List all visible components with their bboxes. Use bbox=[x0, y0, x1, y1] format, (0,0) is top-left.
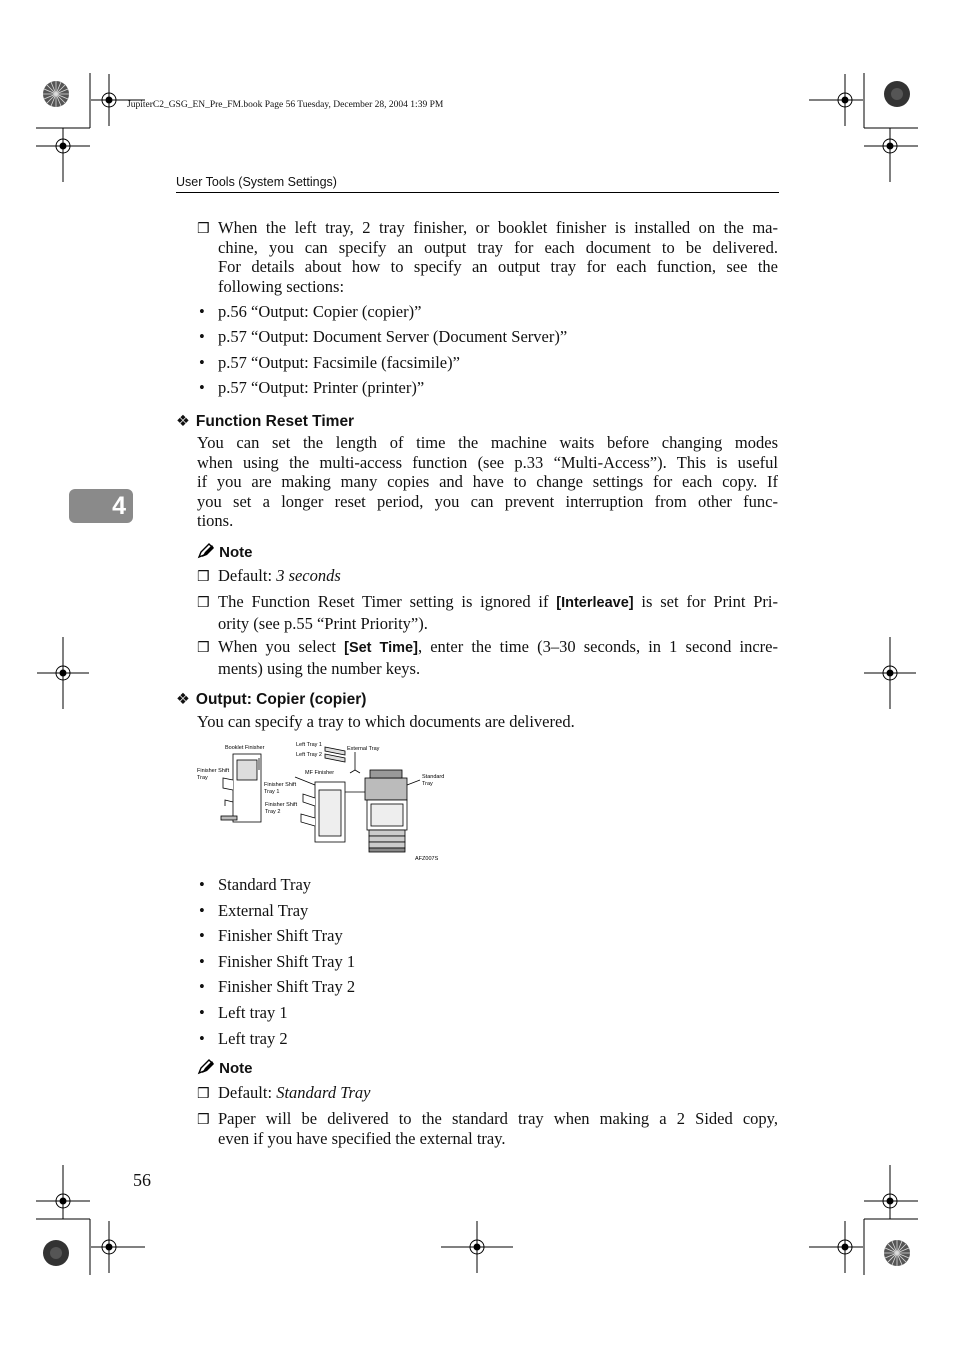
checkbox-icon: ❒ bbox=[197, 569, 210, 585]
list-item: • External Tray bbox=[199, 900, 309, 920]
list-item: • Left tray 1 bbox=[199, 1002, 288, 1022]
diamond-bullet-icon: ❖ bbox=[176, 412, 190, 430]
page-number: 56 bbox=[133, 1170, 151, 1190]
figure-label: Left Tray 1 bbox=[296, 742, 322, 748]
note-item: ❒ Default: Standard Tray bbox=[197, 1083, 778, 1103]
figure-label: MF Finisher bbox=[305, 770, 335, 776]
pencil-note-icon bbox=[197, 1059, 215, 1075]
list-item: • Left tray 2 bbox=[199, 1028, 288, 1048]
list-item: • Finisher Shift Tray 1 bbox=[199, 951, 356, 971]
function-reset-body: You can set the length of time the machine waits before changing modes when using the multi-access function (see p.33 “Multi-Access”). This is useful if you are making many copies and have to change settings for each copy. If you set a longer reset period, you can prevent interruption from other func- tions. bbox=[197, 433, 778, 530]
figure-label: Tray 1 bbox=[264, 789, 280, 795]
note-item: ❒ The Function Reset Timer setting is ignored if [Interleave] is set for Print Pri- ority (see p.55 “Print Priority”). bbox=[197, 592, 778, 633]
figure-label: Left Tray 2 bbox=[296, 752, 322, 758]
figure-label: Finisher Shift bbox=[264, 782, 297, 788]
checkbox-icon: ❒ bbox=[197, 221, 210, 237]
running-header: User Tools (System Settings) bbox=[176, 175, 337, 189]
chapter-tab bbox=[69, 489, 133, 523]
figure-code: AFZ007S bbox=[415, 856, 439, 862]
interleave-key: [Interleave] bbox=[556, 595, 634, 611]
note-item: ❒ Paper will be delivered to the standard tray when making a 2 Sided copy, even if you have specified the external tray. bbox=[197, 1109, 778, 1148]
intro-line: For details about how to specify an output tray for each function, see the bbox=[218, 257, 778, 276]
figure-label: Standard bbox=[422, 774, 445, 780]
tray-list bbox=[199, 875, 356, 1054]
figure-label: Tray bbox=[422, 781, 433, 787]
checkbox-icon: ❒ bbox=[197, 1112, 210, 1128]
figure-label: Tray 2 bbox=[265, 809, 281, 815]
header-rule bbox=[176, 192, 779, 193]
list-item: • Standard Tray bbox=[199, 875, 312, 894]
note-heading: Note bbox=[197, 543, 253, 561]
intro-paragraph bbox=[197, 218, 778, 296]
intro-line: When the left tray, 2 tray finisher, or booklet finisher is installed on the ma- bbox=[218, 218, 778, 237]
checkbox-icon: ❒ bbox=[197, 640, 210, 656]
note-item: ❒ When you select [Set Time], enter the time (3–30 seconds, in 1 second incre- ments) using the number keys. bbox=[197, 637, 778, 678]
figure-label: Booklet Finisher bbox=[225, 745, 265, 751]
note-item: ❒ Default: 3 seconds bbox=[197, 566, 778, 586]
note-heading: Note bbox=[197, 1059, 253, 1077]
figure-label: External Tray bbox=[347, 746, 380, 752]
set-time-key: [Set Time] bbox=[344, 640, 418, 656]
checkbox-icon: ❒ bbox=[197, 1086, 210, 1102]
section-heading: ❖ Function Reset Timer bbox=[176, 412, 355, 430]
pencil-note-icon bbox=[197, 543, 215, 559]
copier-scanner-shape bbox=[365, 778, 407, 800]
chapter-number: 4 bbox=[112, 492, 126, 520]
file-stamp: JupiterC2_GSG_EN_Pre_FM.book Page 56 Tuesday, December 28, 2004 1:39 PM bbox=[127, 100, 444, 110]
list-item: • Finisher Shift Tray 2 bbox=[199, 977, 356, 997]
figure-label: Finisher Shift bbox=[265, 802, 298, 808]
section-heading: ❖ Output: Copier (copier) bbox=[176, 690, 367, 708]
list-item: • Finisher Shift Tray bbox=[199, 926, 343, 946]
intro-line: chine, you can specify an output tray for each document to be delivered. bbox=[218, 237, 778, 257]
figure-label: Tray bbox=[197, 775, 208, 781]
checkbox-icon: ❒ bbox=[197, 595, 210, 611]
diamond-bullet-icon: ❖ bbox=[176, 690, 190, 708]
intro-line: following sections: bbox=[218, 276, 345, 296]
output-trays-figure bbox=[195, 740, 450, 865]
figure-label: Finisher Shift bbox=[197, 768, 230, 774]
output-copier-intro: You can specify a tray to which documents are delivered. bbox=[197, 712, 575, 731]
